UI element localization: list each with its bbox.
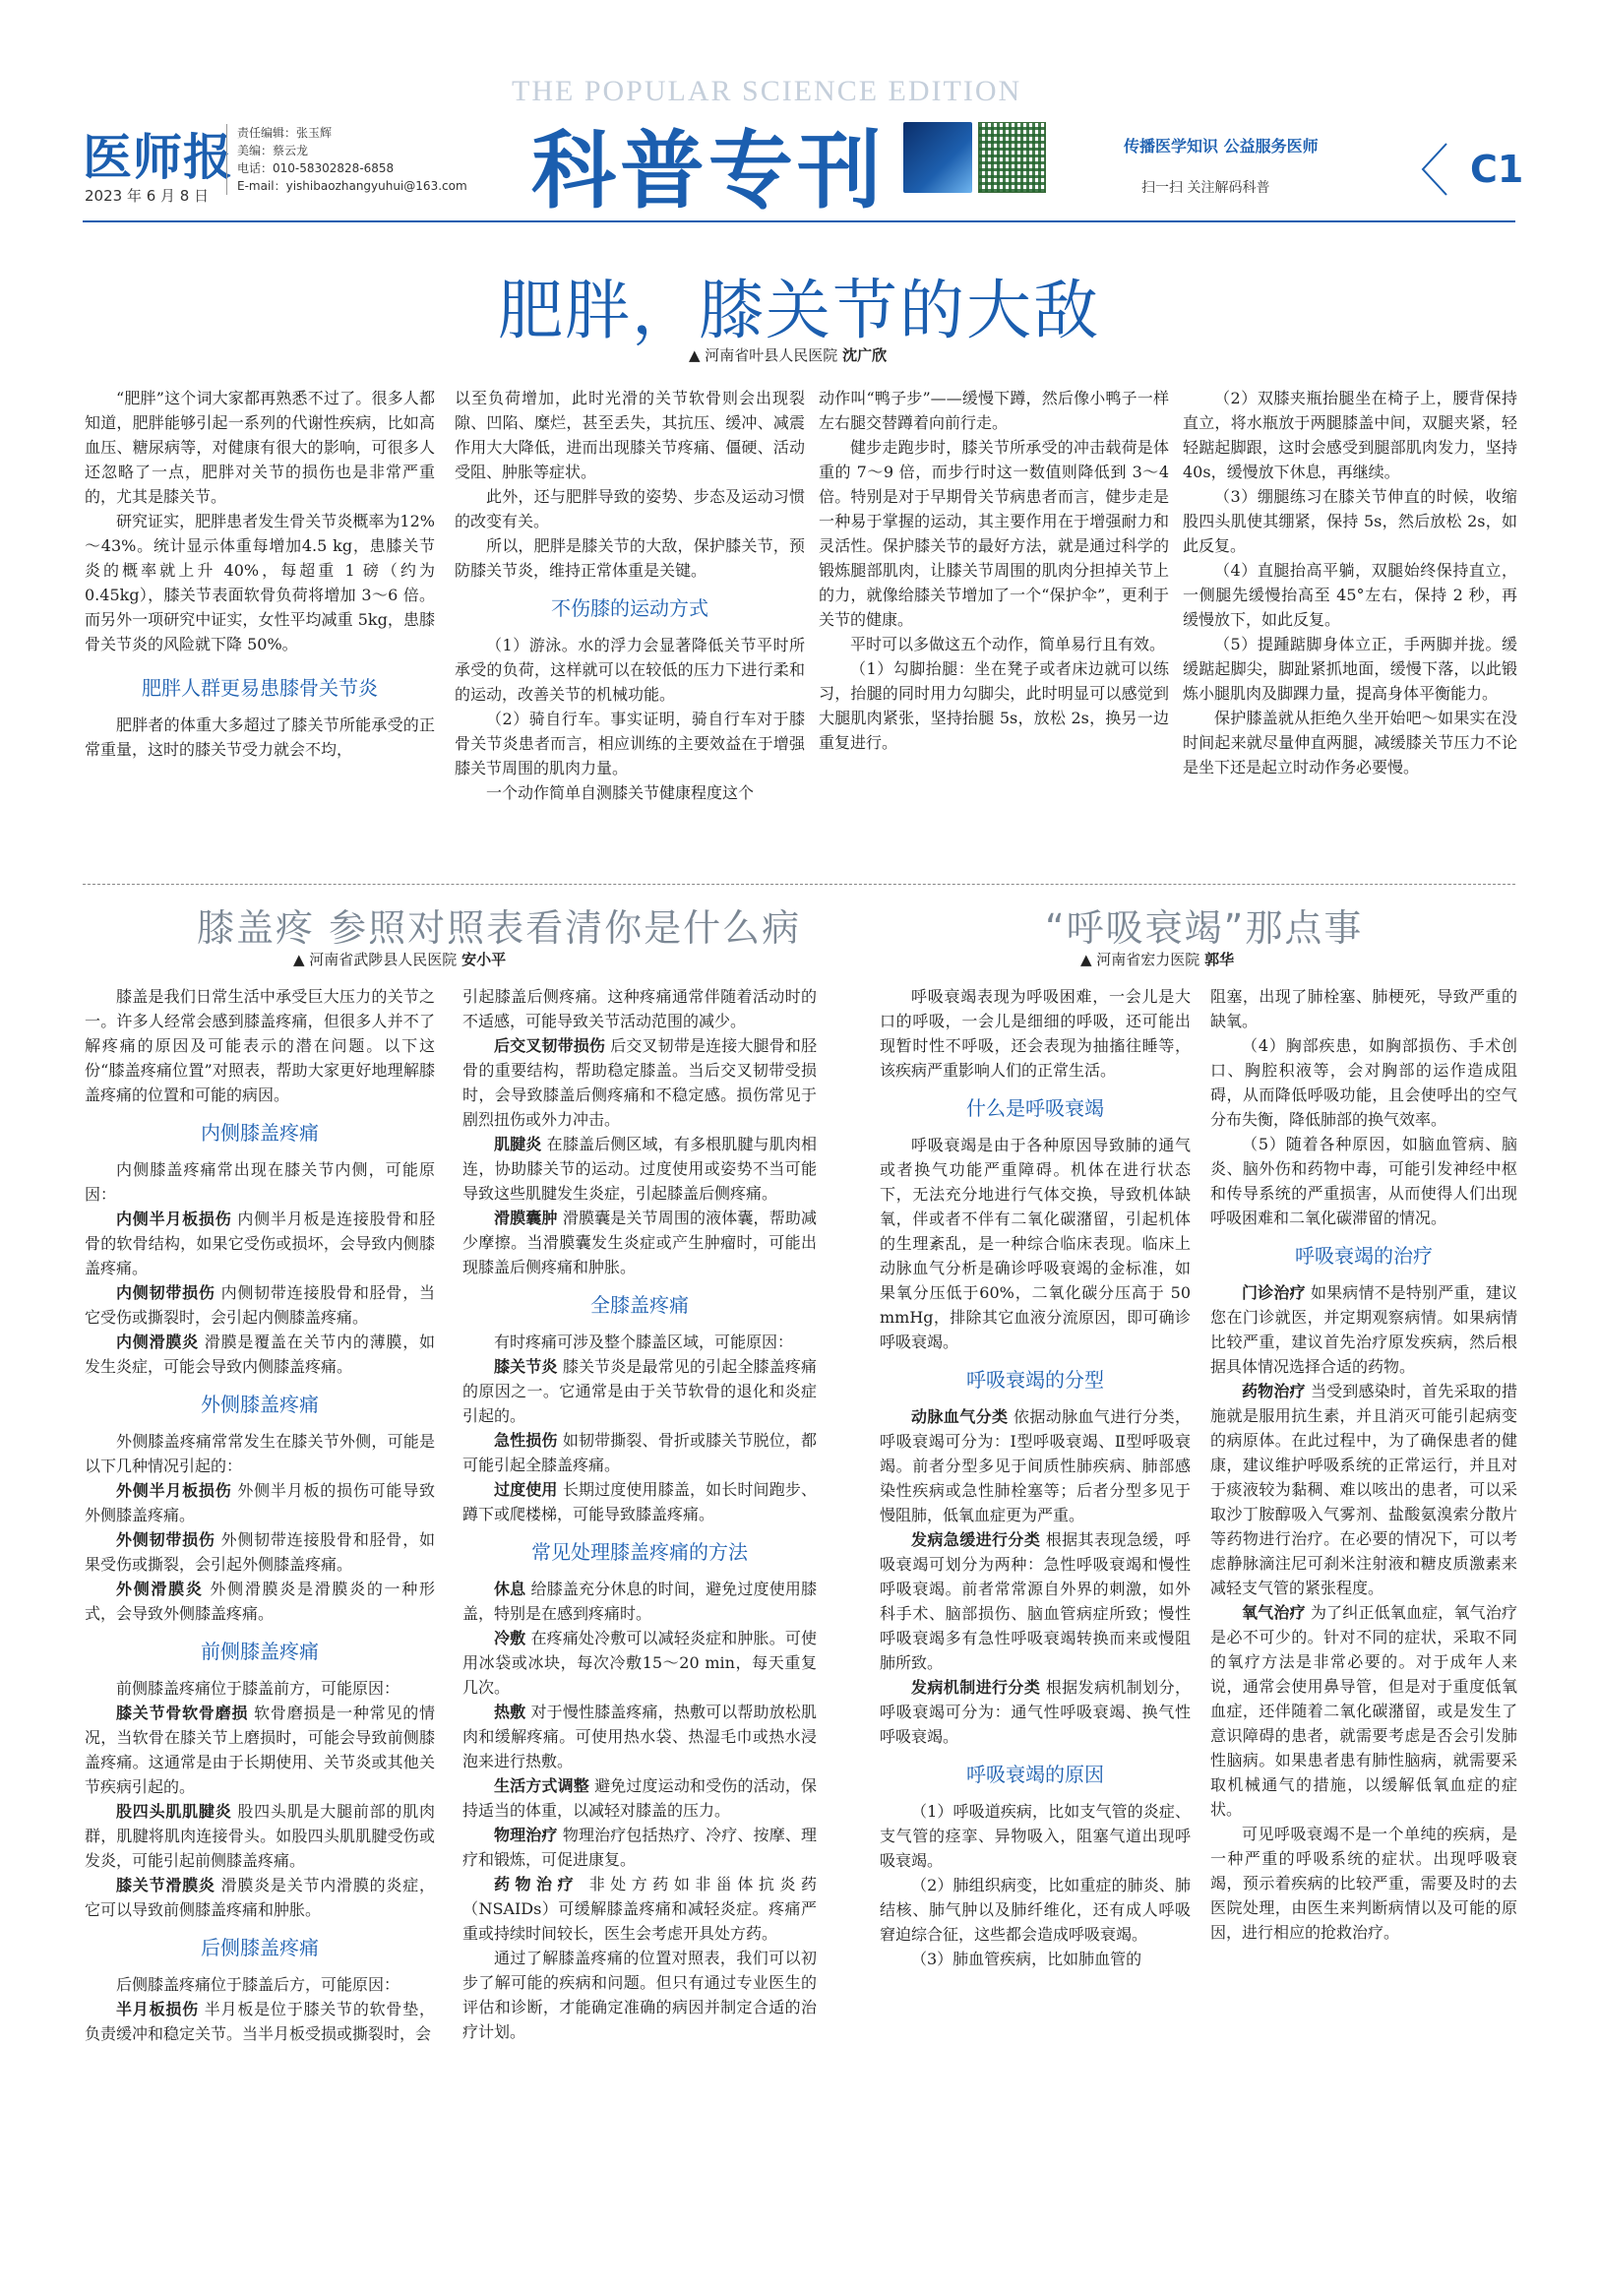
section-heading: 肥胖人群更易患膝骨关节炎 [142,676,378,700]
credit-line: 电话：010-58302828-6858 [237,161,395,175]
byline-affiliation: ▲ 河南省宏力医院 [1080,951,1200,968]
term-label: 膝关节骨软骨磨损 [116,1704,249,1722]
term-label: 股四头肌肌腱炎 [116,1802,232,1821]
term-label: 半月板损伤 [116,2000,199,2018]
paragraph [85,1997,435,2046]
paragraph [880,1799,1191,1873]
paragraph-text: 根据其表现急缓，呼吸衰竭可划分为两种：急性呼吸衰竭和慢性呼吸衰竭。前者常常源自外界的刺激，如外科手术、脑部损伤、脑血管病症所致；慢性呼吸衰竭多有急性呼吸衰竭转换而来或慢阻肺所致。 [880,1530,1191,1672]
article1-column-4 [1183,386,1517,779]
paragraph-text: 可见呼吸衰竭不是一个单纯的疾病，是一种严重的呼吸系统的症状。出现呼吸衰竭，预示着疾病的比较严重，需要及时的去医院处理，由医生来判断病情以及可能的原因，进行相应的抢救治疗。 [1210,1825,1517,1942]
paragraph: 肥胖者的体重大多超过了膝关节所能承受的正常重量，这时的膝关节受力就会不均， [85,715,435,759]
paragraph [1210,1280,1517,1379]
paragraph [880,1527,1191,1675]
term-label: 滑膜囊肿 [494,1209,558,1227]
paragraph-text: 滑膜炎是关节内滑膜的炎症，它可以导致前侧膝盖疼痛和肿胀。 [85,1876,435,1919]
article1-column-3 [819,386,1169,755]
paragraph [85,1478,435,1527]
paragraph-text: 前侧膝盖疼痛位于膝盖前方，可能原因： [116,1679,400,1698]
edition-title: 科普专刊 [531,122,886,220]
credit-line: 美编：蔡云龙 [237,144,309,157]
paragraph: 动作叫“鸭子步”——缓慢下蹲，然后像小鸭子一样左右腿交替蹲着向前行走。 [819,389,1169,432]
issue-date: 2023 年 6 月 8 日 [85,187,210,205]
paragraph [85,1577,435,1626]
term-label: 物理治疗 [494,1826,558,1844]
term-label: 膝关节滑膜炎 [116,1876,215,1894]
article1-column-2 [455,386,805,805]
paragraph [880,984,1191,1083]
article1-column-1 [85,386,435,762]
paragraph [880,1947,1191,1971]
paragraph: “肥胖”这个词大家都再熟悉不过了。很多人都知道，肥胖能够引起一系列的代谢性疾病，比如高血压、糖尿病等，对健康有很大的影响，可很多人还忽略了一点，肥胖对关节的损伤也是非常严重的，尤其是膝关节。 [85,389,435,506]
paragraph-text: 物理治疗包括热疗、冷疗、按摩、理疗和锻炼，可促进康复。 [462,1826,817,1869]
paragraph [462,1773,817,1823]
byline-author: 郭华 [1204,951,1235,968]
paragraph-text: 滑膜是覆盖在关节内的薄膜，如发生炎症，可能会导致内侧膝盖疼痛。 [85,1333,435,1376]
credit-line: 责任编辑：张玉辉 [237,126,333,140]
term-label: 外侧半月板损伤 [116,1481,232,1500]
article3-column-2 [1210,984,1517,1945]
paragraph [85,1280,435,1330]
paragraph [85,1330,435,1379]
paragraph: 一个动作简单自测膝关节健康程度这个 [486,783,755,802]
paragraph [462,1823,817,1872]
article1-title: 肥胖，膝关节的大敌 [498,273,1100,348]
paragraph [1210,1379,1517,1600]
edition-english-title: THE POPULAR SCIENCE EDITION [512,75,1022,107]
section-heading: 外侧膝盖疼痛 [201,1393,319,1416]
paragraph [462,1354,817,1428]
paragraph-text: （2）肺组织病变，比如重症的肺炎、肺结核、肺气肿以及肺纤维化，还有成人呼吸窘迫综合征，这些都会造成呼吸衰竭。 [880,1876,1191,1944]
page-number: C1 [1470,148,1524,191]
paragraph [462,1428,817,1477]
paragraph [85,1972,435,1997]
paragraph: 平时可以多做这五个动作，简单易行且有效。 [850,635,1166,653]
credit-line: E-mail：yishibaozhangyuhui@163.com [237,179,467,193]
paragraph: 保护膝盖就从拒绝久坐开始吧～如果实在没时间起来就尽量伸直两腿，减缓膝关节压力不论是坐下还是起立时动作务必要慢。 [1183,709,1517,776]
paragraph [1210,1033,1517,1132]
paragraph-text: 长期过度使用膝盖，如长时间跑步、蹲下或爬楼梯，可能导致膝盖疼痛。 [462,1480,817,1523]
term-label: 内侧韧带损伤 [116,1283,215,1302]
paragraph-text: 膝关节炎是最常见的引起全膝盖疼痛的原因之一。它通常是由于关节软骨的退化和炎症引起的。 [462,1357,817,1425]
paragraph [85,1701,435,1799]
paragraph-text: 通过了解膝盖疼痛的位置对照表，我们可以初步了解可能的疾病和问题。但只有通过专业医生的评估和诊断，才能确定准确的病因并制定合适的治疗计划。 [462,1949,817,2041]
paragraph [1210,1132,1517,1230]
paper-name: 医师报 [83,129,233,186]
paragraph: 研究证实，肥胖患者发生骨关节炎概率为12%～43%。统计显示体重每增加4.5 kg，患膝关节炎的概率就上升 40%，每超重 1 磅（约为 0.45kg），膝关节表面软骨负荷将增加 3～6 倍。而另外一项研究中证实，女性平均减重 5kg，患膝骨关节炎的风险就下降 50%。 [85,512,435,653]
paragraph [462,1626,817,1700]
term-label: 急性损伤 [494,1431,558,1450]
paragraph-text: 呼吸衰竭是由于各种原因导致肺的通气或者换气功能严重障碍。机体在进行状态下，无法充分地进行气体交换，导致机体缺氧，伴或者不伴有二氧化碳潴留，引起机体的生理紊乱，是一种综合临床表现。临床上动脉血气分析是确诊呼吸衰竭的金标准，如果氧分压低于60%，二氧化碳分压高于 50 mmHg，排除其它血液分流原因，即可确诊呼吸衰竭。 [880,1136,1191,1351]
masthead-rule [83,220,1515,222]
paragraph-text: 在膝盖后侧区域，有多根肌腱与肌肉相连，协助膝关节的运动。过度使用或姿势不当可能导致这些肌腱发生炎症，引起膝盖后侧疼痛。 [462,1135,817,1203]
paragraph-text: 外侧韧带连接股骨和胫骨，如果受伤或撕裂，会引起外侧膝盖疼痛。 [85,1530,435,1574]
paragraph [880,1675,1191,1749]
brand-logo-icon [903,122,972,193]
paragraph-text: 根据发病机制划分，呼吸衰竭可分为：通气性呼吸衰竭、换气性呼吸衰竭。 [880,1678,1191,1746]
article2-column-2 [462,984,817,2044]
paragraph-text: （3）肺血管疾病，比如肺血管的 [911,1950,1142,1968]
paragraph [462,1206,817,1279]
paragraph [85,1527,435,1577]
paragraph: 所以，肥胖是膝关节的大敌，保护膝关节，预防膝关节炎，维持正常体重是关键。 [455,536,805,580]
term-label: 生活方式调整 [494,1776,589,1795]
paragraph-text: 给膝盖充分休息的时间，避免过度使用膝盖，特别是在感到疼痛时。 [462,1580,817,1623]
paragraph: （2）双膝夹瓶抬腿坐在椅子上，腰背保持直立，将水瓶放于两腿膝盖中间，双腿夹紧，轻轻踮起脚跟，这时会感受到腿部肌肉发力，坚持 40s，缓慢放下休息，再继续。 [1183,389,1517,481]
paragraph-text: 对于慢性膝盖疼痛，热敷可以帮助放松肌肉和缓解疼痛。可使用热水袋、热湿毛巾或热水浸泡来进行热敷。 [462,1703,817,1770]
section-divider [83,884,1515,885]
paragraph-text: 有时疼痛可涉及整个膝盖区域，可能原因： [494,1333,794,1351]
masthead [0,0,1598,236]
paragraph-text: 如韧带撕裂、骨折或膝关节脱位，都可能引起全膝盖疼痛。 [462,1431,817,1474]
paragraph: （5）提踵踮脚身体立正，手两脚并拢。缓缓踮起脚尖，脚趾紧抓地面，缓慢下落，以此锻炼小腿肌肉及脚踝力量，提高身体平衡能力。 [1183,635,1517,703]
byline-author: 沈广欣 [842,346,888,364]
paragraph [880,1873,1191,1947]
qr-block [903,122,1046,193]
term-label: 后交叉韧带损伤 [494,1036,606,1055]
section-heading: 不伤膝的运动方式 [551,596,708,620]
paragraph [462,1872,817,1946]
term-label: 冷敷 [494,1629,526,1647]
article3-column-1 [880,984,1191,1971]
paragraph-text: 非处方药如非甾体抗炎药（NSAIDs）可缓解膝盖疼痛和减轻炎症。疼痛严重或持续时间较长，医生会考虑开具处方药。 [462,1875,817,1943]
paragraph-text: 后侧膝盖疼痛位于膝盖后方，可能原因： [116,1975,400,1994]
section-heading: 呼吸衰竭的分型 [966,1368,1104,1392]
paragraph-text: 引起膝盖后侧疼痛。这种疼痛通常伴随着活动时的不适感，可能导致关节活动范围的减少。 [462,987,817,1030]
paragraph-text: 如果病情不是特别严重，建议您在门诊就医，并定期观察病情。如果病情比较严重，建议首先治疗原发疾病，然后根据具体情况选择合适的药物。 [1210,1283,1517,1376]
paragraph-text: （4）胸部疾患，如胸部损伤、手术创口、胸腔积液等，会对胸部的运作造成阻碍，从而降低呼吸功能，且会使呼出的空气分布失衡，降低肺部的换气效率。 [1210,1036,1517,1129]
qr-code-icon[interactable] [978,122,1046,193]
article2-column-1 [85,984,435,2046]
term-label: 药物治疗 [494,1875,580,1893]
paragraph: （1）游泳。水的浮力会显著降低关节平时所承受的负荷，这样就可以在较低的压力下进行柔和的运动，改善关节的机械功能。 [455,636,805,704]
scan-note: 扫一扫 关注解码科普 [1141,180,1270,196]
article2-title: 膝盖疼 参照对照表看清你是什么病 [197,906,802,950]
editorial-credits [226,124,467,195]
paragraph-text: 在疼痛处冷敷可以减轻炎症和肿胀。可使用冰袋或冰块，每次冷敷15～20 min，每天重复几次。 [462,1629,817,1697]
paragraph [1210,1600,1517,1822]
byline-affiliation: ▲ 河南省武陟县人民医院 [293,951,458,968]
term-label: 过度使用 [494,1480,558,1499]
paragraph-text: 依据动脉血气进行分类，呼吸衰竭可分为：Ⅰ型呼吸衰竭、Ⅱ型呼吸衰竭。前者分型多见于间质性肺疾病、肺部感染性疾病或急性肺栓塞等；后者分型多见于慢阻肺，低氧血症更为严重。 [880,1407,1191,1524]
paragraph-text: 外侧滑膜炎是滑膜炎的一种形式，会导致外侧膝盖疼痛。 [85,1580,435,1623]
byline-author: 安小平 [461,951,507,968]
paragraph-text: 滑膜囊是关节周围的液体囊，帮助减少摩擦。当滑膜囊发生炎症或产生肿瘤时，可能出现膝盖后侧疼痛和肿胀。 [462,1209,817,1276]
paragraph: （4）直腿抬高平躺，双腿始终保持直立，一侧腿先缓慢抬高至 45°左右，保持 2 秒，再缓慢放下，如此反复。 [1183,561,1517,629]
paragraph-text: 为了纠正低氧血症，氧气治疗是必不可少的。针对不同的症状，采取不同的氧疗方法是非常必要的。对于成年人来说，通常会使用鼻导管，但是对于重度低氧血症，还伴随着二氧化碳潴留，或是发生了意识障碍的患者，就需要考虑是否会引发肺性脑病。如果患者患有肺性脑病，就需要采取机械通气的措施，以缓解低氧血症的症状。 [1210,1603,1517,1819]
paragraph-text: 内侧韧带连接股骨和胫骨，当它受伤或撕裂时，会引起内侧膝盖疼痛。 [85,1283,435,1327]
article3-title: “呼吸衰竭”那点事 [1045,906,1364,950]
term-label: 门诊治疗 [1242,1283,1306,1302]
paragraph [462,984,817,1033]
paragraph [462,1700,817,1773]
term-label: 动脉血气分类 [911,1407,1009,1426]
term-label: 外侧滑膜炎 [116,1580,204,1598]
paragraph [85,1429,435,1478]
paragraph [880,1404,1191,1527]
term-label: 发病机制进行分类 [911,1678,1041,1697]
paragraph: 此外，还与肥胖导致的姿势、步态及运动习惯的改变有关。 [455,487,805,530]
paragraph [1210,1822,1517,1945]
term-label: 热敷 [494,1703,526,1721]
article3-byline [1080,949,1234,969]
paragraph-text: 后交叉韧带是连接大腿骨和胫骨的重要结构，帮助稳定膝盖。当后交叉韧带受损时，会导致膝盖后侧疼痛和不稳定感。损伤常见于剧烈扭伤或外力冲击。 [462,1036,817,1129]
section-heading: 什么是呼吸衰竭 [966,1096,1104,1120]
paragraph-text: 当受到感染时，首先采取的措施就是服用抗生素，并且消灭可能引起病变的病原体。在此过程中，为了确保患者的健康，建议维护呼吸系统的正常运行，并且对于痰液较为黏稠、难以咳出的患者，可以采取沙丁胺醇吸入气雾剂、盐酸氨溴索分散片等药物进行治疗。在必要的情况下，可以考虑静脉滴注尼可刹米注射液和糖皮质激素来减轻支气管的紧张程度。 [1210,1382,1517,1597]
paragraph [462,1946,817,2044]
slogan: 传播医学知识 公益服务医师 [1124,137,1319,155]
term-label: 氧气治疗 [1242,1603,1306,1622]
section-heading: 常见处理膝盖疼痛的方法 [531,1540,748,1564]
section-heading: 内侧膝盖疼痛 [201,1121,319,1145]
paragraph-text: 软骨磨损是一种常见的情况，当软骨在膝关节上磨损时，可能会导致前侧膝盖疼痛。这通常是由于长期使用、关节炎或其他关节疾病引起的。 [85,1704,435,1796]
paragraph [85,1157,435,1207]
paragraph-text: 呼吸衰竭表现为呼吸困难，一会儿是大口的呼吸，一会儿是细细的呼吸，还可能出现暂时性不呼吸，还会表现为抽搐往睡等，该疾病严重影响人们的正常生活。 [880,987,1191,1080]
paragraph-text: 外侧膝盖疼痛常常发生在膝关节外侧，可能是以下几种情况引起的： [85,1432,435,1475]
term-label: 肌腱炎 [494,1135,542,1153]
paragraph: 以至负荷增加，此时光滑的关节软骨则会出现裂隙、凹陷、糜烂，甚至丢失，其抗压、缓冲、减震作用大大降低，进而出现膝关节疼痛、僵硬、活动受阻、肿胀等症状。 [455,389,805,481]
section-heading: 呼吸衰竭的原因 [966,1763,1104,1786]
paragraph [462,1330,817,1354]
paragraph-text: 避免过度运动和受伤的活动，保持适当的体重，以减轻对膝盖的压力。 [462,1776,817,1820]
chevron-left-icon [1417,140,1460,199]
term-label: 内侧半月板损伤 [116,1210,232,1228]
term-label: 内侧滑膜炎 [116,1333,199,1351]
section-heading: 全膝盖疼痛 [590,1293,689,1317]
paragraph [462,1132,817,1206]
paragraph [85,1873,435,1922]
paragraph [462,1577,817,1626]
paragraph: 健步走跑步时，膝关节所承受的冲击载荷是体重的 7～9 倍，而步行时这一数值则降低到 3～4 倍。特别是对于早期骨关节病患者而言，健步走是一种易于掌握的运动，其主要作用在于增强耐力和灵活性。保护膝关节的最好方法，就是通过科学的锻炼腿部肌肉，让膝关节周围的肌肉分担掉关节上的力，就像给膝关节增加了一个“保护伞”，更利于关节的健康。 [819,438,1169,629]
article1-byline [689,344,887,365]
paragraph-text: （5）随着各种原因，如脑血管病、脑炎、脑外伤和药物中毒，可能引发神经中枢和传导系统的严重损害，从而使得人们出现呼吸困难和二氧化碳滞留的情况。 [1210,1135,1517,1227]
paragraph [880,1133,1191,1354]
term-label: 休息 [494,1580,526,1598]
paragraph [462,1477,817,1526]
paragraph [85,1799,435,1873]
term-label: 膝关节炎 [494,1357,558,1376]
paragraph-text: 股四头肌是大腿前部的肌肉群，肌腱将肌肉连接骨头。如股四头肌肌腱受伤或发炎，可能引起前侧膝盖疼痛。 [85,1802,435,1870]
paragraph-text: 内侧膝盖疼痛常出现在膝关节内侧，可能原因： [85,1160,435,1204]
paragraph-text: （1）呼吸道疾病，比如支气管的炎症、支气管的痉挛、异物吸入，阻塞气道出现呼吸衰竭。 [880,1802,1191,1870]
section-heading: 后侧膝盖疼痛 [201,1936,319,1959]
paragraph [85,984,435,1107]
paragraph [1210,984,1517,1033]
paragraph: （1）勾脚抬腿：坐在凳子或者床边就可以练习，抬腿的同时用力勾脚尖，此时明显可以感觉到大腿肌肉紧张，坚持抬腿 5s，放松 2s，换另一边重复进行。 [819,659,1169,752]
term-label: 药物治疗 [1242,1382,1306,1400]
section-heading: 前侧膝盖疼痛 [201,1640,319,1663]
term-label: 外侧韧带损伤 [116,1530,215,1549]
article2-byline [293,949,506,969]
paragraph-text: 阻塞，出现了肺栓塞、肺梗死，导致严重的缺氧。 [1210,987,1517,1030]
term-label: 发病急缓进行分类 [911,1530,1041,1549]
paragraph-text: 膝盖是我们日常生活中承受巨大压力的关节之一。许多人经常会感到膝盖疼痛，但很多人并不了解疼痛的原因及可能表示的潜在问题。以下这份“膝盖疼痛位置”对照表，帮助大家更好地理解膝盖疼痛的位置和可能的病因。 [85,987,435,1104]
paragraph [85,1207,435,1280]
section-heading: 呼吸衰竭的治疗 [1295,1244,1433,1268]
paragraph: （3）绷腿练习在膝关节伸直的时候，收缩股四头肌使其绷紧，保持 5s，然后放松 2s，如此反复。 [1183,487,1517,555]
paragraph [462,1033,817,1132]
paragraph: （2）骑自行车。事实证明，骑自行车对于膝骨关节炎患者而言，相应训练的主要效益在于增强膝关节周围的肌肉力量。 [455,710,805,777]
byline-affiliation: ▲ 河南省叶县人民医院 [689,346,838,364]
paragraph-text: 内侧半月板是连接股骨和胫骨的软骨结构，如果它受伤或损坏，会导致内侧膝盖疼痛。 [85,1210,435,1277]
paragraph-text: 半月板是位于膝关节的软骨垫，负责缓冲和稳定关节。当半月板受损或撕裂时，会 [85,2000,435,2043]
paragraph-text: 外侧半月板的损伤可能导致外侧膝盖疼痛。 [85,1481,435,1524]
paragraph [85,1676,435,1701]
